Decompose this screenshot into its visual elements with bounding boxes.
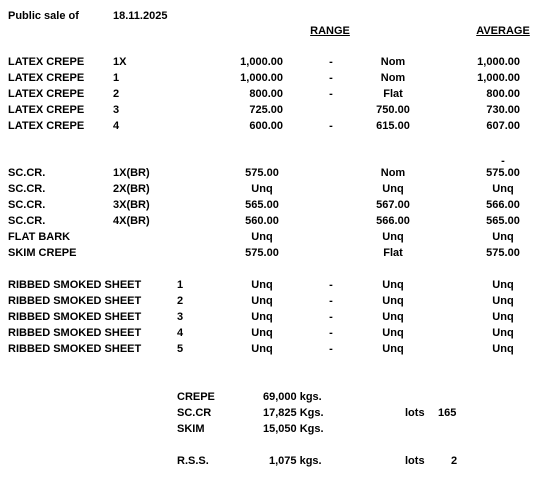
skim-quantity: 15,050 Kgs. [263, 423, 324, 435]
grade-code: 5 [177, 343, 184, 355]
range-low: 800.00 [249, 88, 283, 100]
range-dash: - [329, 120, 333, 132]
sccr-quantity: 17,825 Kgs. [263, 407, 324, 419]
average-header: AVERAGE [476, 25, 530, 37]
grade-name: SKIM CREPE [8, 247, 77, 259]
grade-code: 1X(BR) [113, 167, 150, 179]
grade-code: 4 [177, 327, 184, 339]
range-header: RANGE [310, 25, 350, 37]
range-high: Flat [383, 88, 403, 100]
range-dash: - [329, 56, 333, 68]
crepe-quantity: 69,000 kgs. [263, 391, 322, 403]
grade-code: 2 [113, 88, 120, 100]
range-dash: - [329, 72, 333, 84]
lots-label: lots [405, 407, 425, 419]
average-value: Unq [492, 231, 514, 243]
average-value: 566.00 [486, 199, 520, 211]
range-dash: - [329, 311, 333, 323]
average-value: Unq [492, 279, 514, 291]
range-low: 1,000.00 [240, 72, 283, 84]
average-value: 575.00 [486, 167, 520, 179]
grade-name: LATEX CREPE [8, 56, 85, 68]
range-dash: - [329, 327, 333, 339]
range-high: Unq [382, 183, 404, 195]
crepe-label: CREPE [177, 391, 215, 403]
average-value: Unq [492, 327, 514, 339]
range-low: Unq [251, 279, 273, 291]
grade-name: SC.CR. [8, 199, 46, 211]
range-high: Nom [380, 167, 406, 179]
range-low: Unq [251, 327, 273, 339]
range-low: Unq [251, 295, 273, 307]
grade-name: RIBBED SMOKED SHEET [8, 343, 142, 355]
rss-label: R.S.S. [177, 455, 209, 467]
range-high: Unq [382, 343, 404, 355]
range-high: 567.00 [376, 199, 410, 211]
average-value: 730.00 [486, 104, 520, 116]
range-low: Unq [251, 183, 273, 195]
stray-mark: - [501, 155, 505, 167]
grade-code: 1 [113, 72, 120, 84]
average-value: Unq [492, 343, 514, 355]
range-low: Unq [251, 231, 273, 243]
sccr-label: SC.CR [177, 407, 212, 419]
range-high: Unq [382, 327, 404, 339]
average-value: 1,000.00 [477, 72, 520, 84]
grade-name: RIBBED SMOKED SHEET [8, 327, 142, 339]
sale-date: 18.11.2025 [113, 10, 168, 22]
lots-label: lots [405, 455, 425, 467]
grade-code: 2 [177, 295, 184, 307]
range-low: Unq [251, 343, 273, 355]
range-high: 615.00 [376, 120, 410, 132]
grade-name: RIBBED SMOKED SHEET [8, 279, 142, 291]
range-low: 560.00 [245, 215, 279, 227]
range-high: 750.00 [376, 104, 410, 116]
grade-name: SC.CR. [8, 215, 46, 227]
range-high: Nom [380, 56, 406, 68]
grade-name: FLAT BARK [8, 231, 71, 243]
grade-code: 3 [113, 104, 120, 116]
average-value: 575.00 [486, 247, 520, 259]
grade-code: 2X(BR) [113, 183, 150, 195]
grade-code: 4 [113, 120, 120, 132]
lots-value: 165 [438, 407, 457, 419]
range-dash: - [329, 279, 333, 291]
grade-name: SC.CR. [8, 167, 46, 179]
sale-label: Public sale of [8, 10, 79, 22]
grade-code: 4X(BR) [113, 215, 150, 227]
grade-name: SC.CR. [8, 183, 46, 195]
average-value: 800.00 [486, 88, 520, 100]
grade-name: RIBBED SMOKED SHEET [8, 295, 142, 307]
average-value: Unq [492, 295, 514, 307]
grade-name: LATEX CREPE [8, 88, 85, 100]
range-high: Unq [382, 311, 404, 323]
range-high: Unq [382, 295, 404, 307]
range-low: 575.00 [245, 167, 279, 179]
grade-name: LATEX CREPE [8, 72, 85, 84]
range-dash: - [329, 88, 333, 100]
grade-name: RIBBED SMOKED SHEET [8, 311, 142, 323]
skim-label: SKIM [177, 423, 205, 435]
range-low: 575.00 [245, 247, 279, 259]
grade-name: LATEX CREPE [8, 120, 85, 132]
grade-code: 3X(BR) [113, 199, 150, 211]
rss-quantity: 1,075 kgs. [269, 455, 322, 467]
range-high: Unq [382, 231, 404, 243]
average-value: 1,000.00 [477, 56, 520, 68]
range-high: Nom [380, 72, 406, 84]
grade-name: LATEX CREPE [8, 104, 85, 116]
range-dash: - [329, 343, 333, 355]
grade-code: 3 [177, 311, 184, 323]
average-value: Unq [492, 311, 514, 323]
range-high: Flat [383, 247, 403, 259]
range-high: 566.00 [376, 215, 410, 227]
grade-code: 1X [113, 56, 127, 68]
range-low: 600.00 [249, 120, 283, 132]
range-low: Unq [251, 311, 273, 323]
range-dash: - [329, 295, 333, 307]
range-low: 565.00 [245, 199, 279, 211]
lots-value: 2 [451, 455, 458, 467]
average-value: Unq [492, 183, 514, 195]
grade-code: 1 [177, 279, 184, 291]
average-value: 565.00 [486, 215, 520, 227]
range-low: 1,000.00 [240, 56, 283, 68]
average-value: 607.00 [486, 120, 520, 132]
range-high: Unq [382, 279, 404, 291]
range-low: 725.00 [249, 104, 283, 116]
